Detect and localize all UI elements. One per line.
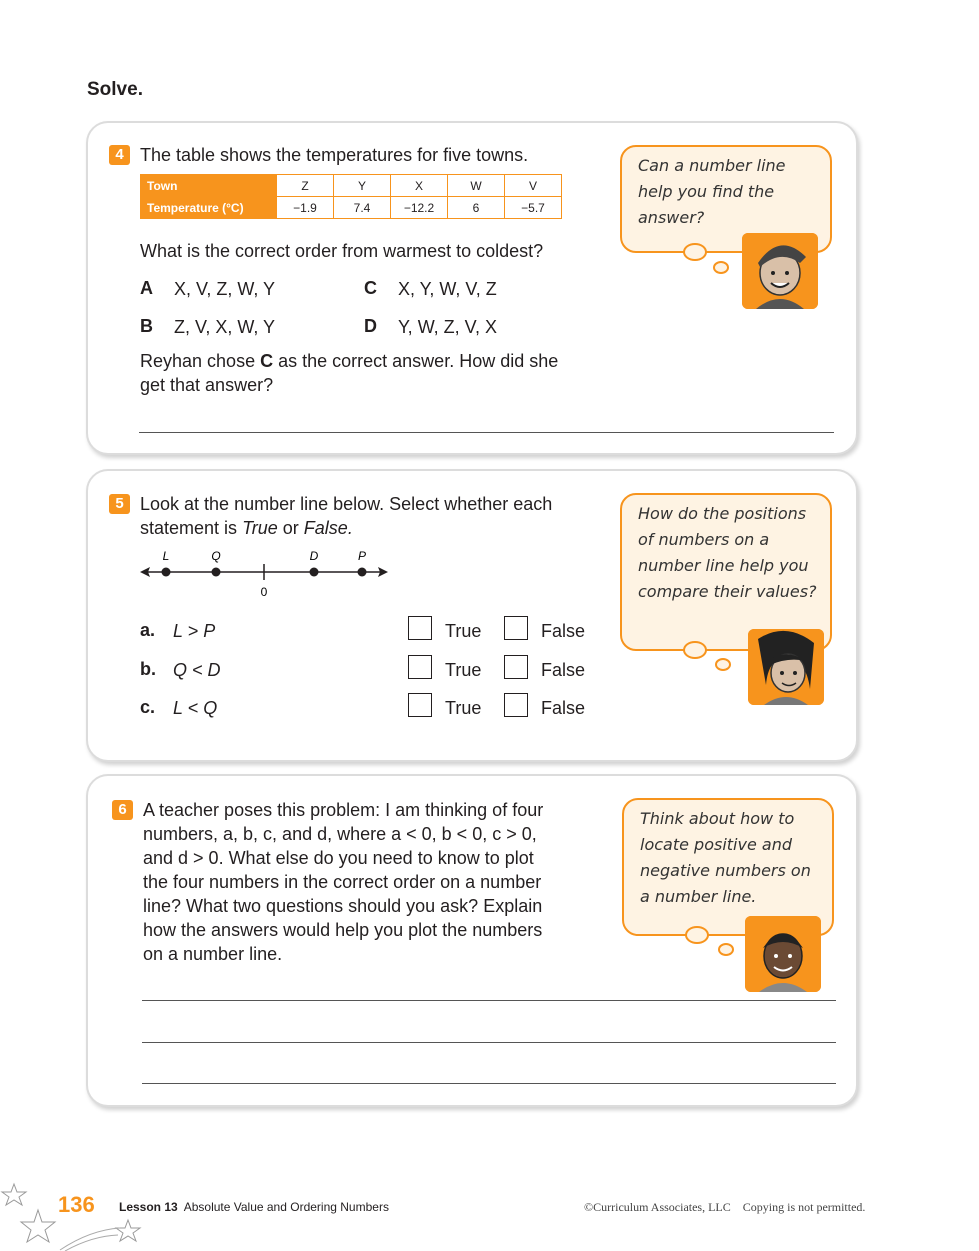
table-row [141, 197, 562, 219]
answer-line[interactable] [142, 1000, 836, 1001]
thought-dot [685, 926, 709, 944]
table-cell: −12.2 [391, 197, 448, 219]
table-cell: 7.4 [334, 197, 391, 219]
choice-letter: C [364, 278, 377, 298]
choice-letter: D [364, 316, 377, 336]
true-label: True [445, 621, 482, 641]
temperature-table [140, 174, 562, 219]
choice-text: Y, W, Z, V, X [398, 317, 498, 337]
point-Q [212, 568, 221, 577]
question-text: What is the correct order from warmest to coldest? [140, 241, 544, 261]
question-prompt: Look at the number line below. Select whether each [140, 494, 553, 514]
point-label: P [357, 549, 367, 563]
question-prompt: and d > 0. What else do you need to know to plot [143, 848, 534, 868]
false-label: False [541, 621, 586, 641]
table-cell: Z [277, 175, 334, 197]
statement-label: b. [140, 659, 156, 679]
thought-dot [683, 641, 707, 659]
student-avatar [742, 233, 818, 309]
false-label: False [541, 660, 586, 680]
question-prompt: A teacher poses this problem: I am thinking of four [143, 800, 544, 820]
page-number: 136 [58, 1192, 95, 1217]
boy-avatar-icon [742, 233, 818, 309]
boy-avatar-icon [745, 916, 821, 992]
choice-text: X, Y, W, V, Z [398, 279, 497, 299]
table-cell: Y [334, 175, 391, 197]
question-5-card [86, 469, 858, 762]
true-checkbox[interactable] [408, 616, 432, 640]
statement-text: Q < D [173, 660, 221, 680]
question-number: 5 [109, 494, 130, 514]
table-cell: −5.7 [505, 197, 562, 219]
number-line [138, 546, 392, 602]
true-checkbox[interactable] [408, 655, 432, 679]
girl-avatar-icon [748, 629, 824, 705]
hint-bubble: Think about how to locate positive and negative numbers on a number line. [622, 798, 834, 936]
question-6-card [86, 774, 858, 1107]
question-prompt: line? What two questions should you ask? Explain [143, 896, 543, 916]
table-header-town: Town [141, 175, 277, 197]
point-label: Q [211, 549, 221, 563]
question-prompt: on a number line. [143, 944, 283, 964]
zero-label: 0 [260, 585, 268, 599]
choice-text: Z, V, X, W, Y [174, 317, 276, 337]
statement-text: L > P [173, 621, 216, 641]
true-label: True [445, 698, 482, 718]
answer-line[interactable] [142, 1042, 836, 1043]
choice-letter: B [140, 316, 153, 336]
question-4-card [86, 121, 858, 455]
question-prompt: numbers, a, b, c, and d, where a < 0, b < 0, c > 0, [143, 824, 537, 844]
table-header-temperature: Temperature (°C) [141, 197, 277, 219]
false-label: False [541, 698, 586, 718]
point-P [358, 568, 367, 577]
false-checkbox[interactable] [504, 693, 528, 717]
statement-text: L < Q [173, 698, 218, 718]
followup-text: get that answer? [140, 375, 274, 395]
table-cell: X [391, 175, 448, 197]
statement-label: a. [140, 620, 156, 640]
question-prompt: the four numbers in the correct order on a number [143, 872, 542, 892]
question-prompt: how the answers would help you plot the numbers [143, 920, 543, 940]
question-prompt: The table shows the temperatures for five towns. [140, 145, 529, 165]
followup-text: Reyhan chose C as the correct answer. How did she [140, 351, 559, 371]
table-cell: V [505, 175, 562, 197]
choice-letter: A [140, 278, 153, 298]
false-checkbox[interactable] [504, 655, 528, 679]
student-avatar [745, 916, 821, 992]
thought-dot [683, 243, 707, 261]
hint-bubble: Can a number line help you find the answer? [620, 145, 832, 253]
answer-line[interactable] [139, 432, 834, 433]
hint-bubble: How do the positions of numbers on a number line help you compare their values? [620, 493, 832, 651]
point-D [310, 568, 319, 577]
false-checkbox[interactable] [504, 616, 528, 640]
true-checkbox[interactable] [408, 693, 432, 717]
true-label: True [445, 660, 482, 680]
table-cell: W [448, 175, 505, 197]
student-avatar [748, 629, 824, 705]
question-number: 4 [109, 145, 130, 165]
point-label: D [309, 549, 319, 563]
question-number: 6 [112, 800, 133, 820]
thought-dot [718, 943, 734, 956]
table-cell: −1.9 [277, 197, 334, 219]
choice-text: X, V, Z, W, Y [174, 279, 276, 299]
point-label: L [162, 549, 170, 563]
question-prompt: statement is True or False. [140, 518, 353, 538]
lesson-title: Lesson 13 Absolute Value and Ordering Numbers [119, 1200, 389, 1214]
point-L [162, 568, 171, 577]
answer-line[interactable] [142, 1083, 836, 1084]
table-cell: 6 [448, 197, 505, 219]
table-row [141, 175, 562, 197]
statement-label: c. [140, 697, 156, 717]
copyright-notice: ©Curriculum Associates, LLC Copying is not permitted. [584, 1200, 866, 1214]
section-heading: Solve. [87, 79, 143, 100]
thought-dot [715, 658, 731, 671]
thought-dot [713, 261, 729, 274]
